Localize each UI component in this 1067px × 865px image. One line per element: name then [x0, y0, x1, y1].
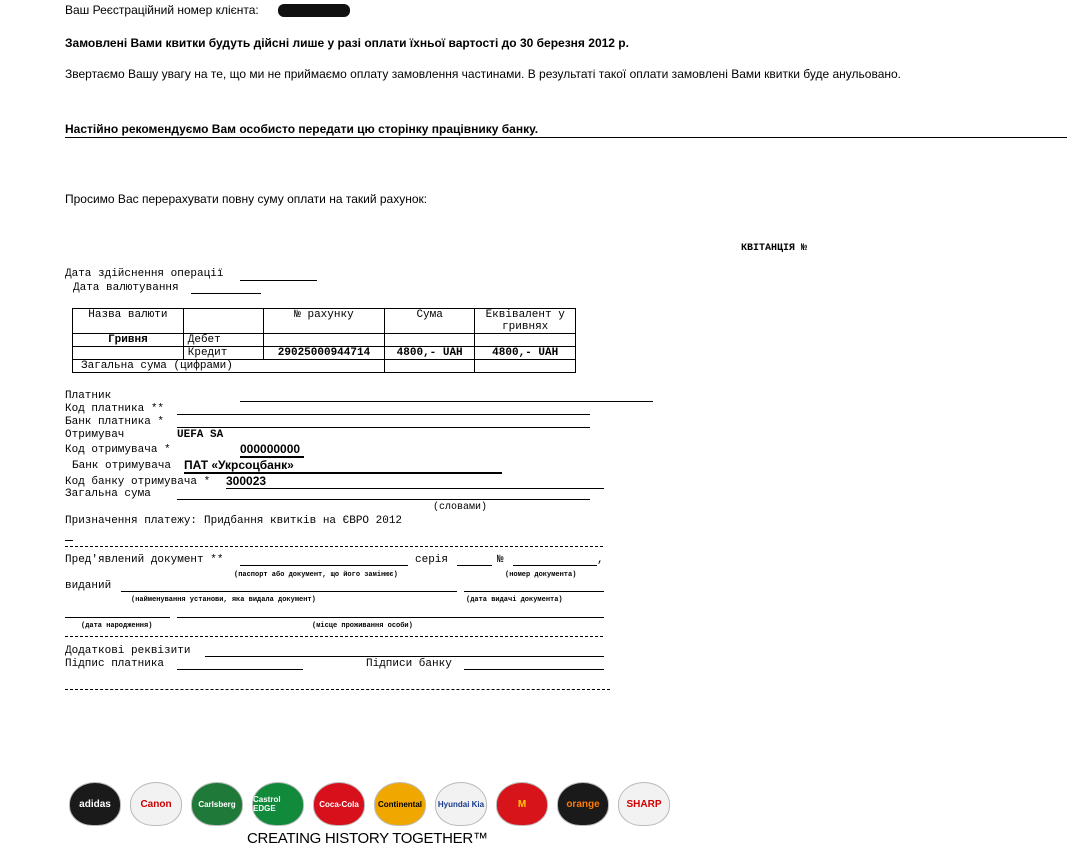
extra-details-field[interactable]	[205, 656, 604, 657]
recipient-bank-label: Банк отримувача	[72, 460, 172, 472]
table-cell	[384, 334, 474, 347]
sponsor-logo-sharp: SHARP	[618, 782, 670, 826]
table-cell	[264, 334, 385, 347]
bank-code-value: 300023	[226, 474, 267, 488]
table-header: Назва валюти	[73, 309, 184, 334]
client-reg-label: Ваш Реєстраційний номер клієнта:	[65, 3, 259, 17]
document-field[interactable]	[240, 565, 408, 566]
table-header-row	[73, 309, 576, 334]
account-number: 29025000944714	[264, 347, 385, 360]
sponsor-logo-continental: Continental	[374, 782, 426, 826]
recipient-code-value: 000000000	[240, 442, 301, 456]
divider	[65, 137, 1067, 138]
table-header: Еквівалент у гривнях	[475, 309, 576, 334]
table-header: № рахунку	[264, 309, 385, 334]
total-sum-field[interactable]	[177, 499, 590, 500]
series-label: серія	[415, 554, 449, 566]
amount: 4800,- UAH	[384, 347, 474, 360]
issuer-field[interactable]	[121, 591, 457, 592]
residence-field[interactable]	[177, 617, 604, 618]
purpose-label: Призначення платежу:	[65, 515, 198, 527]
birth-date-note: (дата народження)	[81, 622, 153, 630]
sponsor-logo-orange: orange	[557, 782, 609, 826]
birth-date-field[interactable]	[65, 617, 170, 618]
operation-date-label: Дата здійснення операції	[65, 268, 224, 280]
recipient-value: UEFA SA	[177, 429, 224, 441]
bank-recommendation: Настійно рекомендуємо Вам особисто передати цю сторінку працівнику банку.	[65, 122, 539, 136]
currency-table	[72, 308, 576, 373]
table-row	[73, 334, 576, 347]
payer-field[interactable]	[240, 401, 653, 402]
extra-details-label: Додаткові реквізити	[65, 645, 191, 657]
recipient-bank-value: ПАТ «Укрсоцбанк»	[184, 458, 294, 472]
sponsor-logo-castrol-edge: Castrol EDGE	[252, 782, 304, 826]
doc-number-field[interactable]	[513, 565, 597, 566]
dashed-separator	[65, 689, 610, 690]
uah-equivalent: 4800,- UAH	[475, 347, 576, 360]
table-row	[73, 347, 576, 360]
sponsor-logo-carlsberg: Carlsberg	[191, 782, 243, 826]
dashed-separator	[65, 546, 603, 547]
table-cell	[475, 334, 576, 347]
total-sum-label: Загальна сума	[65, 488, 151, 500]
value-date-label: Дата валютування	[73, 282, 179, 294]
sponsor-logo-coca-cola: Coca-Cola	[313, 782, 365, 826]
operation-date-field[interactable]	[240, 280, 317, 281]
purpose-value: Придбання квитків на ЄВРО 2012	[204, 515, 403, 527]
redacted-client-number	[278, 4, 350, 17]
sponsor-logo-hyundai-kia: Hyundai Kia	[435, 782, 487, 826]
table-cell	[475, 360, 576, 373]
slogan: CREATING HISTORY TOGETHER™	[247, 830, 488, 847]
table-header	[183, 309, 263, 334]
table-cell: Дебет	[183, 334, 263, 347]
presented-doc-label: Пред'явлений документ **	[65, 554, 224, 566]
dashed-separator	[65, 636, 603, 637]
recipient-label: Отримувач	[65, 429, 125, 441]
short-line	[65, 540, 73, 541]
bank-signatures-field[interactable]	[464, 669, 604, 670]
total-digits-label: Загальна сума (цифрами)	[73, 360, 385, 373]
value-date-field[interactable]	[191, 293, 261, 294]
series-field[interactable]	[457, 565, 492, 566]
issue-date-note: (дата видачі документа)	[466, 596, 563, 604]
payer-bank-field[interactable]	[177, 427, 590, 428]
bank-code-label: Код банку отримувача *	[65, 476, 211, 488]
comma: ,	[597, 554, 604, 566]
table-cell: Гривня	[73, 334, 184, 347]
issuer-note: (найменування установи, яка видала документ)	[131, 596, 316, 604]
table-header: Сума	[384, 309, 474, 334]
table-row	[73, 360, 576, 373]
table-cell: Кредит	[183, 347, 263, 360]
issue-date-field[interactable]	[464, 591, 604, 592]
validity-notice: Замовлені Вами квитки будуть дійсні лише у разі оплати їхньої вартості до 30 березня 2012 р.	[65, 36, 629, 50]
doc-number-note: (номер документа)	[505, 571, 577, 579]
payer-signature-field[interactable]	[177, 669, 303, 670]
in-words-note: (словами)	[433, 502, 488, 513]
table-cell	[73, 347, 184, 360]
receipt-title: КВІТАНЦІЯ №	[741, 243, 808, 254]
issued-label: виданий	[65, 580, 112, 592]
sponsor-logo-m: M	[496, 782, 548, 826]
bank-code-underline	[226, 488, 604, 489]
passport-note: (паспорт або документ, що його замінює)	[234, 571, 398, 579]
residence-note: (місце проживання особи)	[312, 622, 413, 630]
payer-bank-label: Банк платника *	[65, 416, 165, 428]
number-sign: №	[497, 554, 504, 566]
payer-signature-label: Підпис платника	[65, 658, 165, 670]
bank-signatures-label: Підписи банку	[366, 658, 452, 670]
partial-payment-notice: Звертаємо Вашу увагу на те, що ми не приймаємо оплату замовлення частинами. В результаті такої оплати замовлені Вами квитки буде анульовано.	[65, 67, 901, 81]
table-cell	[384, 360, 474, 373]
transfer-request: Просимо Вас перерахувати повну суму оплати на такий рахунок:	[65, 192, 428, 206]
sponsor-logo-canon: Canon	[130, 782, 182, 826]
sponsor-logo-adidas: adidas	[69, 782, 121, 826]
payer-label: Платник	[65, 390, 112, 402]
payer-code-field[interactable]	[177, 414, 590, 415]
payer-code-label: Код платника **	[65, 403, 165, 415]
recipient-code-label: Код отримувача *	[65, 444, 171, 456]
